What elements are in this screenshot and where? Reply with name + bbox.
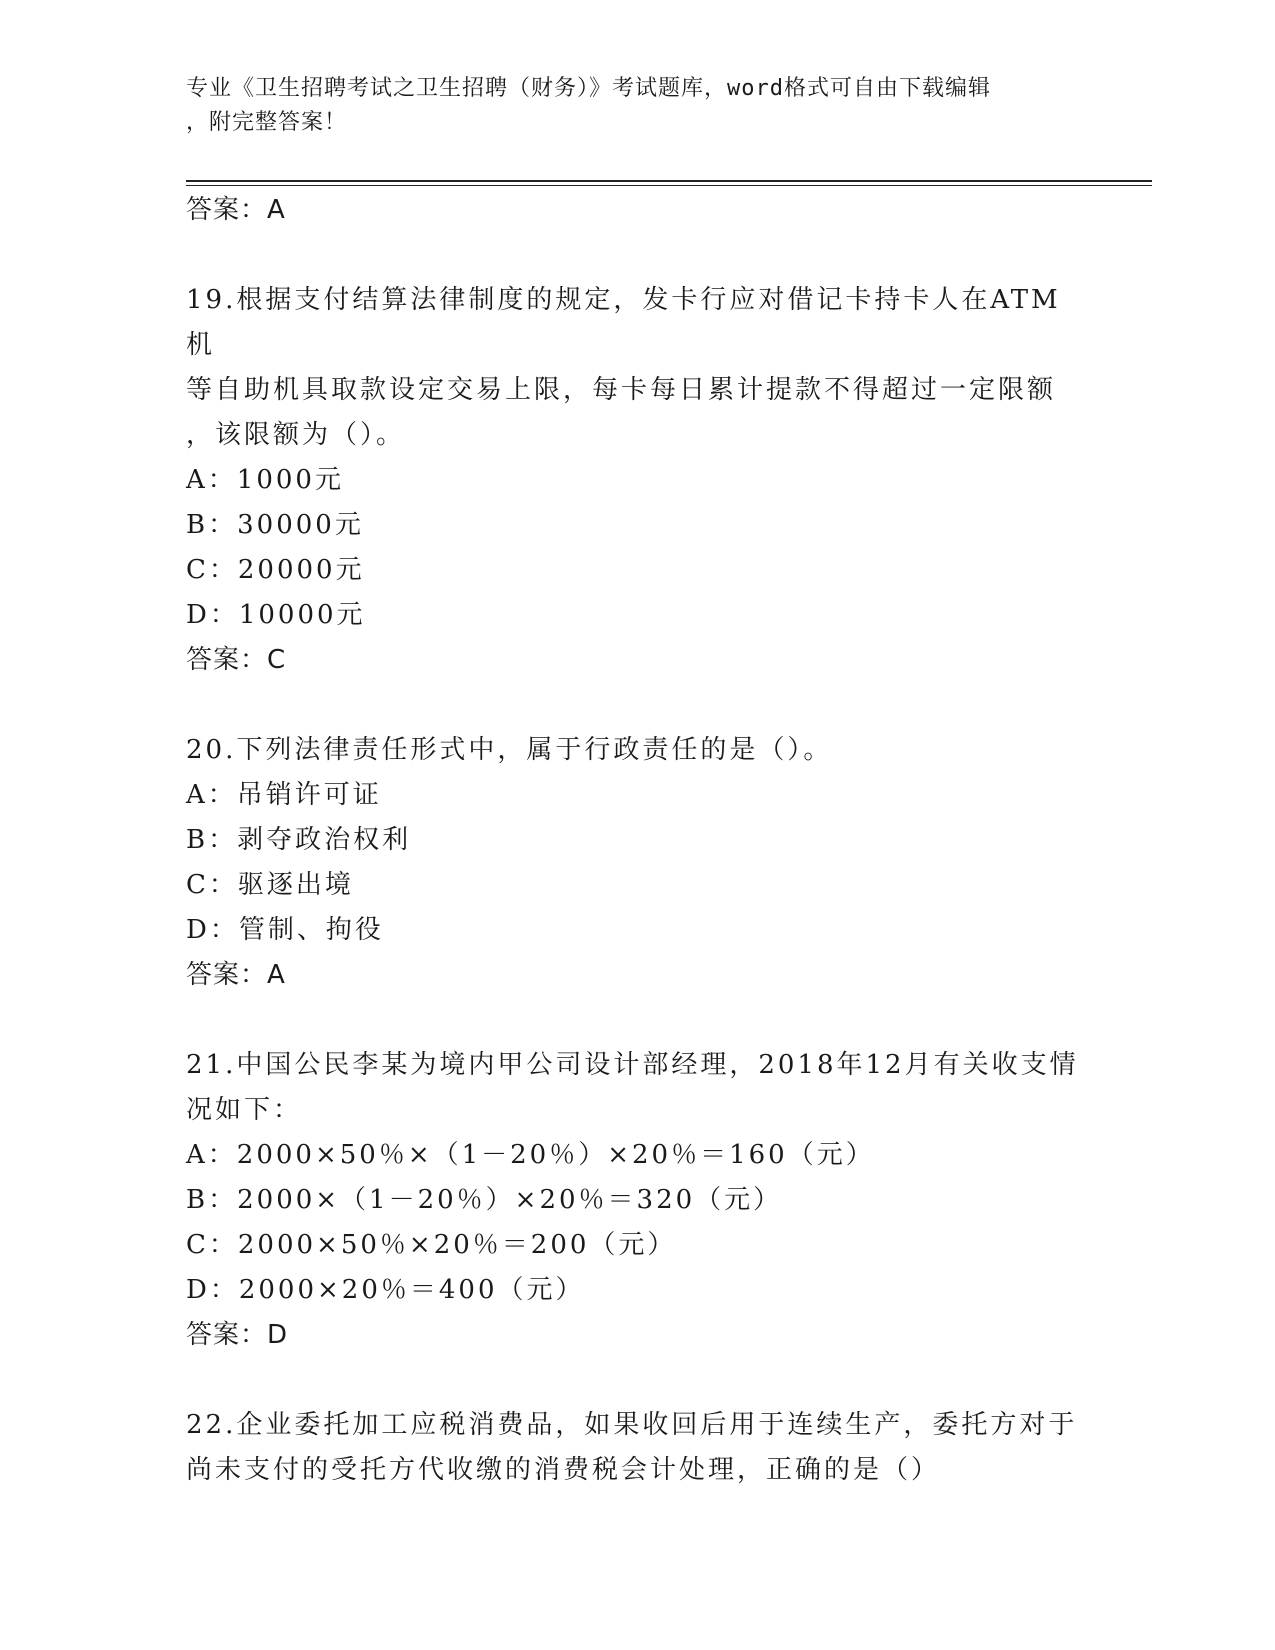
question-text: 等自助机具取款设定交易上限，每卡每日累计提款不得超过一定限额 <box>186 375 1057 405</box>
question-text: 况如下： <box>186 1095 303 1125</box>
question-20 <box>186 728 1086 998</box>
question-text: 19.根据支付结算法律制度的规定，发卡行应对借记卡持卡人在ATM机 <box>186 285 1061 360</box>
header-divider-thin <box>186 185 1152 186</box>
option-b: B：2000×（1－20％）×20％＝320（元） <box>186 1185 783 1215</box>
option-a: A：1000元 <box>186 465 344 495</box>
question-text: 21.中国公民李某为境内甲公司设计部经理，2018年12月有关收支情 <box>186 1050 1079 1080</box>
question-text: ，该限额为（）。 <box>186 420 406 450</box>
document-header <box>186 72 1066 140</box>
question-text: 22.企业委托加工应税消费品，如果收回后用于连续生产，委托方对于 <box>186 1410 1078 1440</box>
question-text: 20.下列法律责任形式中，属于行政责任的是（）。 <box>186 735 833 765</box>
answer-label: 答案：A <box>186 960 286 990</box>
option-d: D：2000×20％＝400（元） <box>186 1275 585 1305</box>
question-19 <box>186 278 1086 683</box>
header-line-2: ，附完整答案！ <box>186 110 348 135</box>
option-b: B：30000元 <box>186 510 364 540</box>
option-c: C：驱逐出境 <box>186 870 354 900</box>
header-line-1: 专业《卫生招聘考试之卫生招聘（财务）》考试题库，word格式可自由下载编辑 <box>186 76 991 101</box>
question-22 <box>186 1403 1086 1493</box>
answer-label: 答案：D <box>186 1320 289 1350</box>
option-d: D：10000元 <box>186 600 366 630</box>
option-c: C：20000元 <box>186 555 365 585</box>
question-text: 尚未支付的受托方代收缴的消费税会计处理，正确的是（） <box>186 1455 941 1485</box>
question-21 <box>186 1043 1086 1358</box>
answer-label: 答案：A <box>186 195 286 225</box>
option-a: A：2000×50％×（1－20％）×20％＝160（元） <box>186 1140 875 1170</box>
question-list <box>186 188 1086 1493</box>
option-d: D：管制、拘役 <box>186 915 384 945</box>
option-b: B：剥夺政治权利 <box>186 825 412 855</box>
answer-label: 答案：C <box>186 645 287 675</box>
option-a: A：吊销许可证 <box>186 780 382 810</box>
option-c: C：2000×50％×20％＝200（元） <box>186 1230 677 1260</box>
header-divider <box>186 180 1152 182</box>
